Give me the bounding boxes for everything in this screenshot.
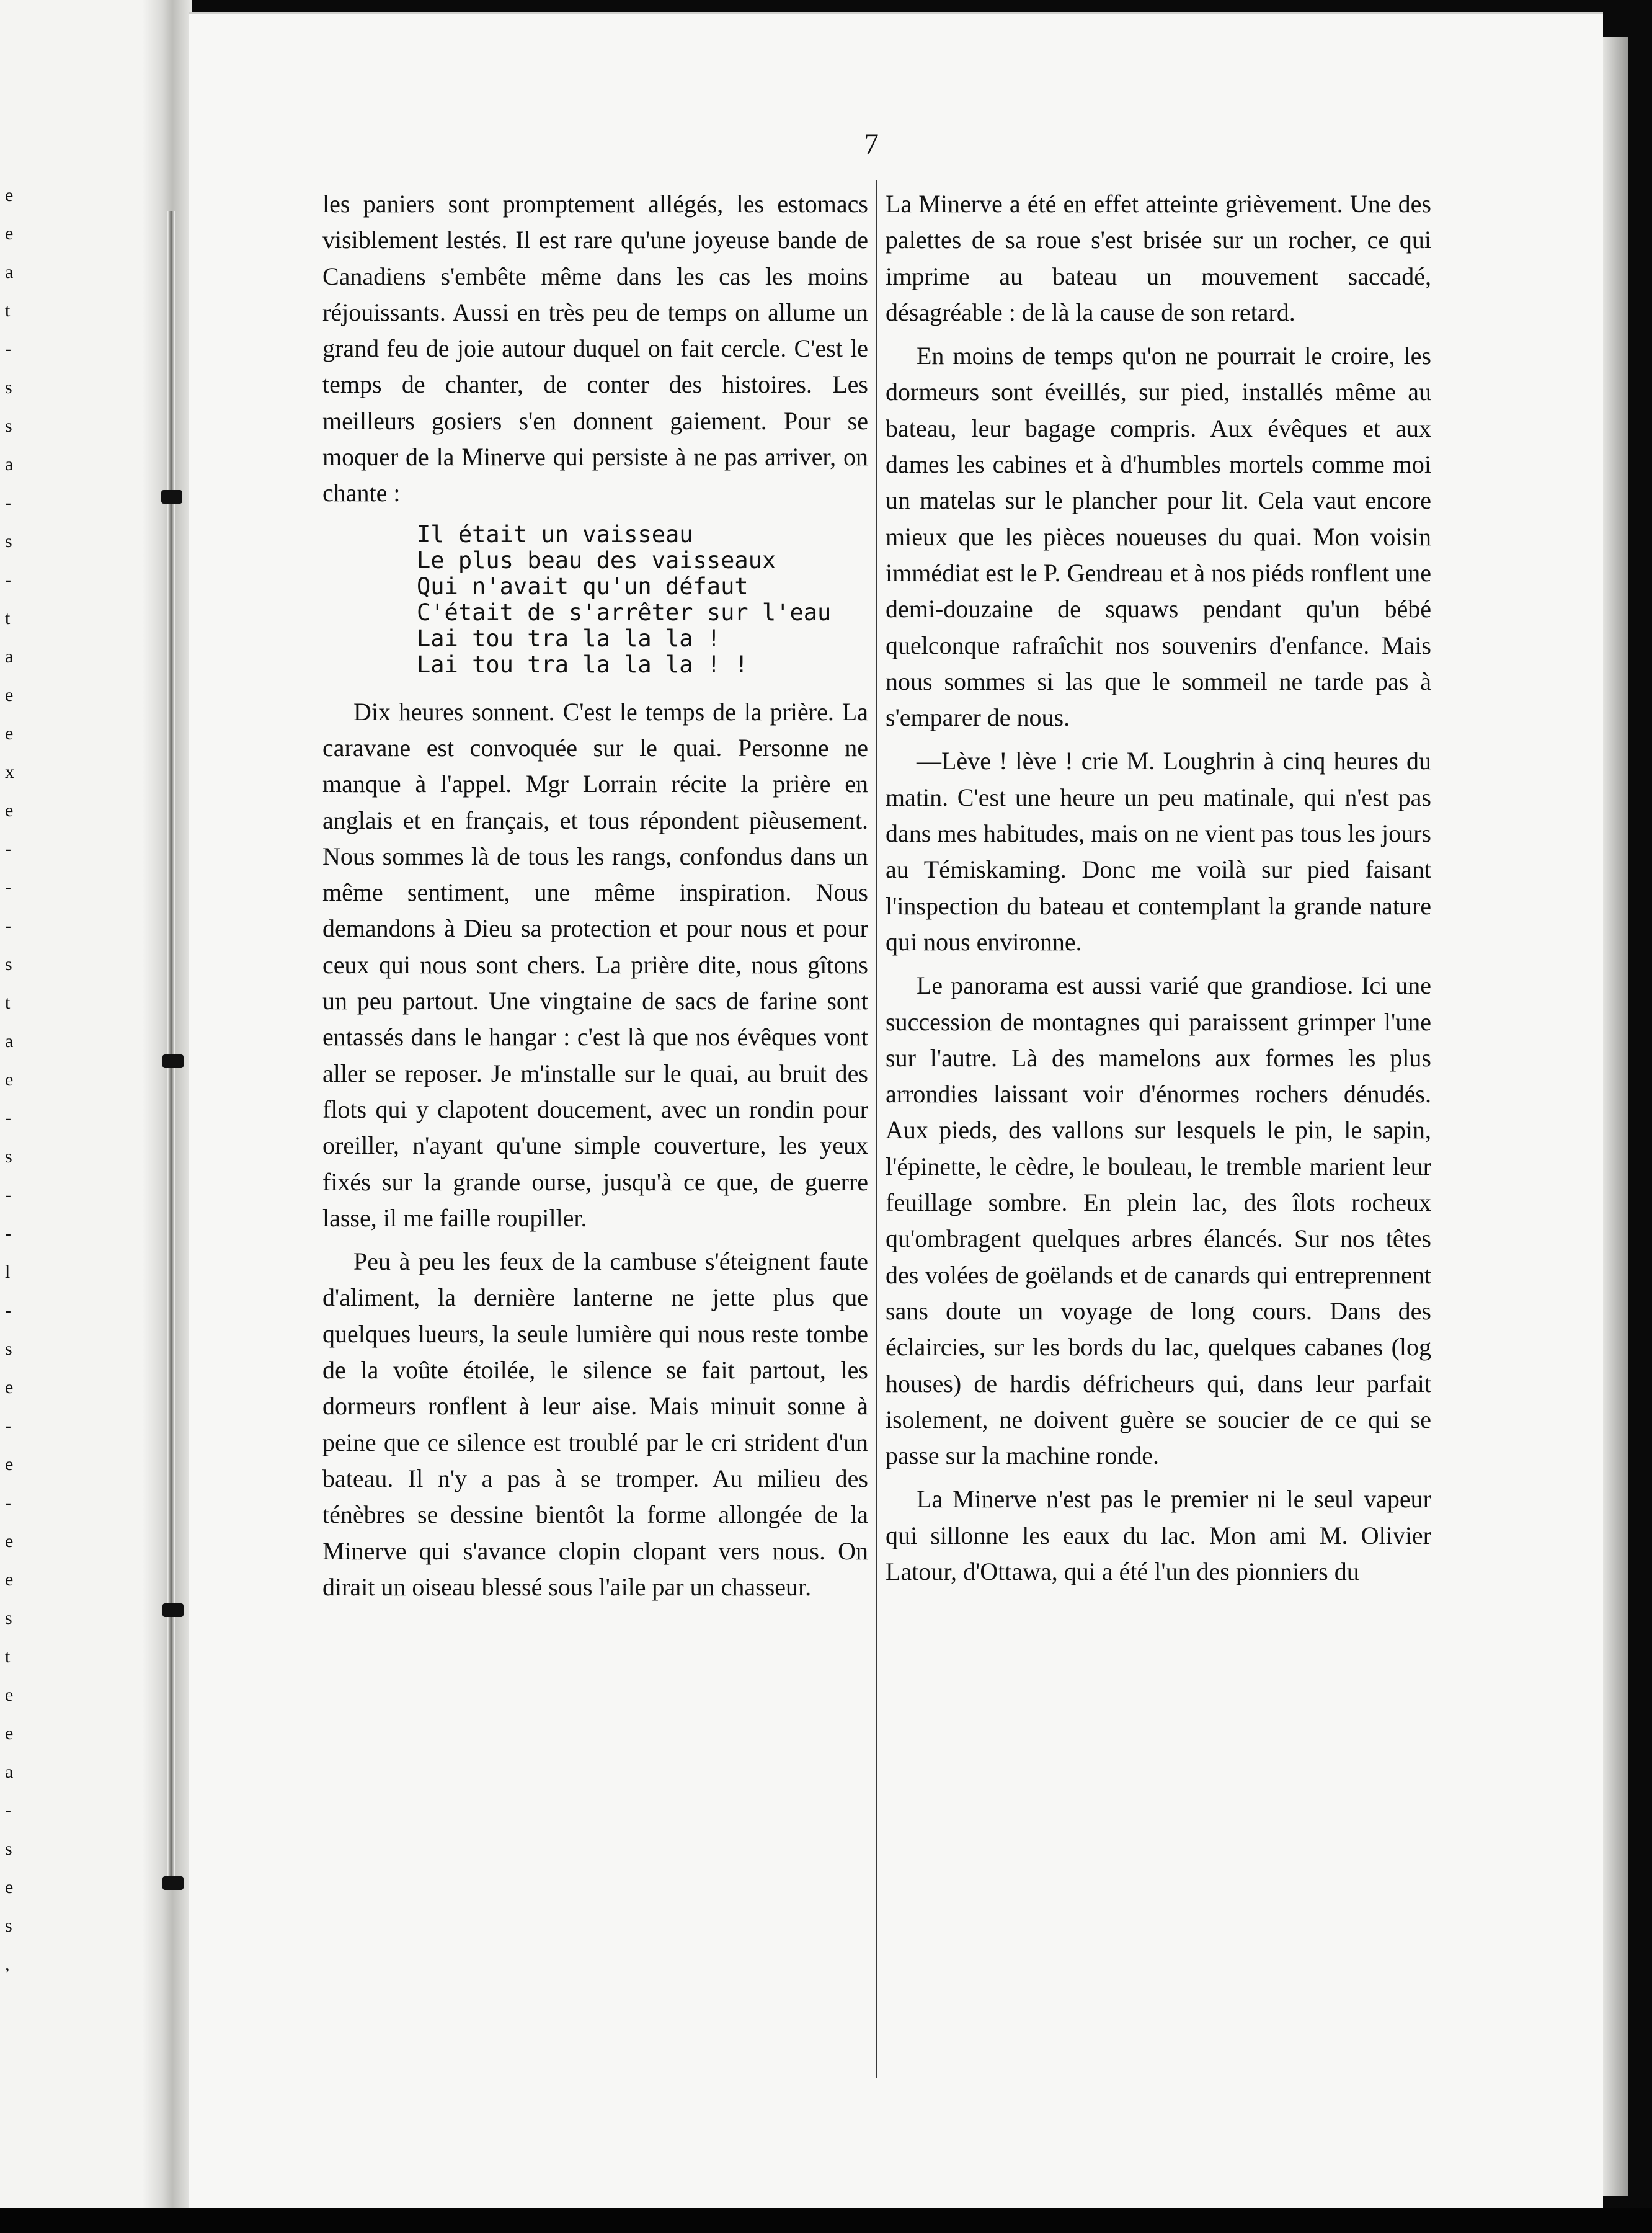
- facing-page-char: s: [5, 1915, 12, 1936]
- facing-page-char: e: [5, 1685, 14, 1705]
- facing-page-char: t: [5, 992, 11, 1013]
- facing-page-char: s: [5, 416, 12, 436]
- paragraph: les paniers sont promptement allégés, les estomacs visiblement lestés. Il est rare qu'une joyeuse bande de Canadiens s'embête même dans les cas les moins réjouissants. Aussi en très peu de temps on allume un grand feu de joie autour duquel on fait cercle. C'est le temps de chanter, de conter des histoires. Les meilleurs gosiers s'en donnent gaiement. Pour se moquer de la Minerve qui persiste à ne pas arriver, on chante :: [322, 190, 868, 507]
- verse-line: Lai tou tra la la la ! !: [417, 651, 748, 678]
- facing-page-char: -: [5, 1800, 11, 1821]
- facing-page-char: e: [5, 223, 14, 244]
- facing-page-char: t: [5, 1646, 11, 1667]
- facing-page-char: -: [5, 1108, 11, 1128]
- facing-page-char: t: [5, 300, 11, 321]
- facing-page-char: a: [5, 262, 14, 282]
- paragraph: La Minerve a été en effet atteinte grièvement. Une des palettes de sa roue s'est brisée sur un rocher, ce qui imprime au bateau un mouvement saccadé, désagréable : de là la cause de son retard.: [886, 190, 1431, 326]
- facing-page-char: e: [5, 685, 14, 705]
- paragraph: Le panorama est aussi varié que grandiose. Ici une succession de montagnes qui paraissent grimper l'une sur l'autre. Là des mamelons aux formes les plus arrondies laissant voir d'énormes rochers dénudés. Aux pieds, des vallons sur lesquels le pin, le sapin, l'épinette, le cèdre, le bouleau, le tremble marient leur feuillage sombre. En plein lac, des îlots rocheux qu'ombragent quelques arbres élancés. Sur nos têtes des volées de goëlands et de canards qui entreprennent sans doute un voyage de long cours. Dans des éclaircies, sur les bords du lac, quelques cabanes (log houses) de hardis défricheurs qui, dans leur parfait isolement, ne doivent guère se soucier de ce qui se passe sur la machine ronde.: [886, 971, 1431, 1470]
- facing-page-char: e: [5, 1569, 14, 1590]
- facing-page-char: t: [5, 608, 11, 628]
- column-divider: [876, 180, 877, 2078]
- facing-page-char: s: [5, 1339, 12, 1359]
- paragraph: —Lève ! lève ! crie M. Loughrin à cinq heures du matin. C'est une heure un peu matinale, qui n'est pas dans mes habitudes, mais on ne vient pas tous les jours au Témiskaming. Donc me voilà sur pied faisant l'inspection du bateau et contemplant la grande nature qui nous environne.: [886, 747, 1431, 956]
- binding-knot: [161, 490, 182, 504]
- verse-line: Le plus beau des vaisseaux: [417, 546, 776, 574]
- verse-line: C'était de s'arrêter sur l'eau: [417, 599, 832, 626]
- song-verse: [417, 522, 868, 678]
- facing-page-char: l: [5, 1262, 11, 1282]
- page-number: 7: [864, 128, 879, 161]
- facing-page-char: -: [5, 1185, 11, 1205]
- verse-line: Lai tou tra la la la !: [417, 625, 721, 652]
- verse-line: Il était un vaisseau: [417, 520, 693, 548]
- binding-knot: [162, 1876, 184, 1890]
- paragraph: Peu à peu les feux de la cambuse s'éteignent faute d'aliment, la dernière lanterne ne jette plus que quelques lueurs, la seule lumière qui nous reste tombe de la voûte étoilée, le silence se fait partout, les dormeurs ronflent à leur aise. Mais minuit sonne à peine que ce silence est troublé par le cri strident d'un bateau. Il n'y a pas à se tromper. Au milieu des ténèbres se dessine bientôt la forme allongée de la Minerve qui s'avance clopin clopant vers nous. On dirait un oiseau blessé sous l'aile par un chasseur.: [322, 1247, 868, 1601]
- facing-page-char: -: [5, 569, 11, 590]
- facing-page-char: -: [5, 1223, 11, 1244]
- facing-page-char: ,: [5, 1954, 10, 1974]
- facing-page-char: s: [5, 377, 12, 398]
- facing-page-char: -: [5, 877, 11, 898]
- facing-page-char: e: [5, 800, 14, 821]
- facing-page-char: -: [5, 493, 11, 513]
- facing-page-char: e: [5, 723, 14, 744]
- paragraph: En moins de temps qu'on ne pourrait le croire, les dormeurs sont éveillés, sur pied, installés même au bateau, leur bagage compris. Aux évêques et aux dames les cabines et à d'humbles mortels comme moi un matelas sur le plancher pour lit. Cela vaut encore mieux que les pièces noueuses du quai. Mon voisin immédiat est le P. Gendreau et à nos piéds ronflent une demi-douzaine de squaws pendant qu'un bébé quelconque rafraîchit nos souvenirs d'enfance. Mais nous sommes si las que le sommeil ne tarde pas à s'emparer de nous.: [886, 342, 1431, 732]
- verse-line: Qui n'avait qu'un défaut: [417, 573, 748, 600]
- right-text-column: [886, 186, 1431, 1590]
- facing-page-char: a: [5, 1762, 14, 1782]
- facing-page-char: a: [5, 1031, 14, 1051]
- facing-page-char: e: [5, 1531, 14, 1551]
- binding-knot: [162, 1054, 184, 1068]
- facing-page-char: s: [5, 954, 12, 974]
- facing-page-char: -: [5, 339, 11, 359]
- facing-page-char: -: [5, 1492, 11, 1513]
- facing-page-char: -: [5, 1415, 11, 1436]
- left-text-column: [322, 186, 868, 1605]
- facing-page-char: s: [5, 531, 12, 551]
- facing-page-char: e: [5, 185, 14, 205]
- facing-page-char: e: [5, 1069, 14, 1090]
- facing-page-char: -: [5, 839, 11, 859]
- paragraph: Dix heures sonnent. C'est le temps de la prière. La caravane est convoquée sur le quai. Personne ne manque à l'appel. Mgr Lorrain récite la prière en anglais et en français, et tous répondent pièusement. Nous sommes là de tous les rangs, confondus dans un même sentiment, une même inspiration. Nous demandons à Dieu sa protection et pour nous et pour ceux qui nous sont chers. La prière dite, nous gîtons un peu partout. Une vingtaine de sacs de farine sont entassés dans le hangar : c'est là que nos évêques vont aller se reposer. Je m'installe sur le quai, au bruit des flots qui y clapotent doucement, avec un rondin pour oreiller, n'ayant qu'une simple couverture, les yeux fixés sur la grande ourse, jusqu'à ce que, de guerre lasse, il me faille roupiller.: [322, 697, 868, 1232]
- facing-page-char: x: [5, 762, 14, 782]
- binding-thread: [167, 211, 175, 1886]
- facing-page-char: e: [5, 1877, 14, 1897]
- facing-page-char: s: [5, 1608, 12, 1628]
- scan-bottom-edge: [0, 2208, 1652, 2233]
- facing-page-char: -: [5, 916, 11, 936]
- facing-page-char: a: [5, 646, 14, 667]
- facing-page-char: a: [5, 454, 14, 475]
- facing-page-char: e: [5, 1377, 14, 1397]
- page-edge-shadow: [1603, 37, 1628, 2196]
- binding-knot: [162, 1603, 184, 1617]
- facing-page-char: s: [5, 1146, 12, 1167]
- facing-page-char: -: [5, 1300, 11, 1321]
- facing-page-char: s: [5, 1839, 12, 1859]
- facing-page-text-fragments: [5, 186, 30, 1994]
- facing-page-char: e: [5, 1454, 14, 1474]
- facing-page-char: e: [5, 1723, 14, 1744]
- paragraph: La Minerve n'est pas le premier ni le seul vapeur qui sillonne les eaux du lac. Mon ami M. Olivier Latour, d'Ottawa, qui a été l'un des pionniers du: [886, 1485, 1431, 1585]
